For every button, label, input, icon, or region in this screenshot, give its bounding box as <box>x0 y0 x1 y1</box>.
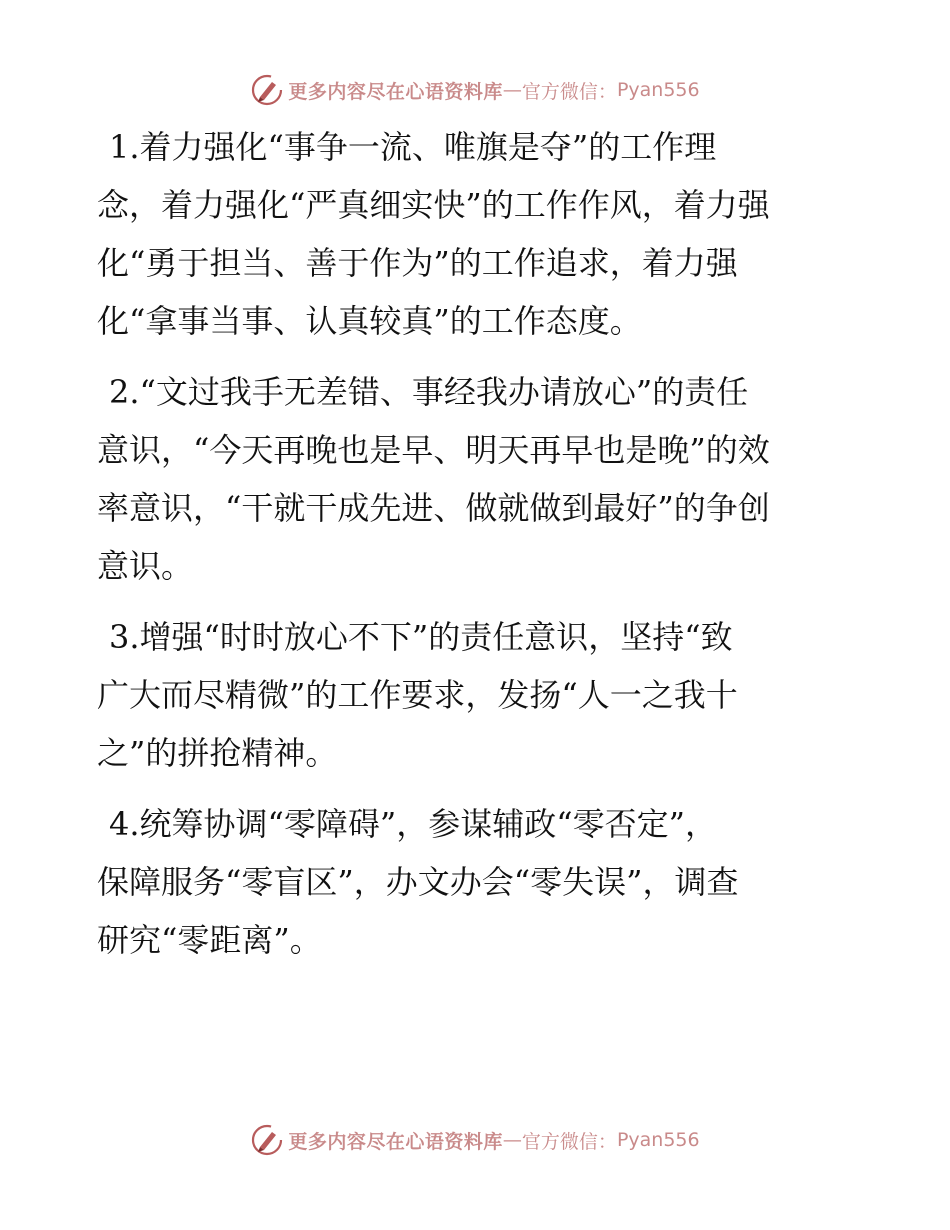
banner-wechat-id: Pyan556 <box>616 79 700 101</box>
paragraph-line: 3.增强“时时放心不下”的责任意识，坚持“致 <box>109 618 733 656</box>
paragraph-line: 意识，“今天再晚也是早、明天再早也是晚”的效 <box>97 431 770 469</box>
paragraph-line: 1.着力强化“事争一流、唯旗是夺”的工作理 <box>109 128 717 166</box>
pen-logo-icon <box>250 1123 284 1157</box>
paragraph-line: 研究“零距离”。 <box>97 921 322 959</box>
paragraph-line: 保障服务“零盲区”，办文办会“零失误”，调查 <box>97 863 739 901</box>
paragraph-line: 意识。 <box>97 547 194 585</box>
banner-text: 更多内容尽在心语资料库 <box>288 80 503 103</box>
paragraph-1 <box>97 118 857 350</box>
footer-banner <box>0 1120 950 1160</box>
paragraph-2 <box>97 363 857 595</box>
pen-logo-icon <box>250 73 284 107</box>
document-body <box>97 118 857 982</box>
paragraph-line: 化“拿事当事、认真较真”的工作态度。 <box>97 302 642 340</box>
paragraph-line: 4.统筹协调“零障碍”，参谋辅政“零否定”， <box>109 805 717 843</box>
paragraph-line: 念，着力强化“严真细实快”的工作作风，着力强 <box>97 186 770 224</box>
header-banner <box>0 70 950 110</box>
banner-text: 更多内容尽在心语资料库 <box>288 1130 503 1153</box>
paragraph-4 <box>97 795 857 969</box>
paragraph-line: 之”的拼抢精神。 <box>97 734 338 772</box>
banner-dash: — <box>502 79 522 101</box>
paragraph-line: 化“勇于担当、善于作为”的工作追求，着力强 <box>97 244 738 282</box>
paragraph-line: 广大而尽精微”的工作要求，发扬“人一之我十 <box>97 676 738 714</box>
paragraph-line: 率意识，“干就干成先进、做就做到最好”的争创 <box>97 489 770 527</box>
banner-label: 官方微信： <box>521 80 617 103</box>
paragraph-3 <box>97 608 857 782</box>
banner-dash: — <box>502 1129 522 1151</box>
paragraph-line: 2.“文过我手无差错、事经我办请放心”的责任 <box>109 373 749 411</box>
banner-wechat-id: Pyan556 <box>616 1129 700 1151</box>
banner-label: 官方微信： <box>521 1130 617 1153</box>
